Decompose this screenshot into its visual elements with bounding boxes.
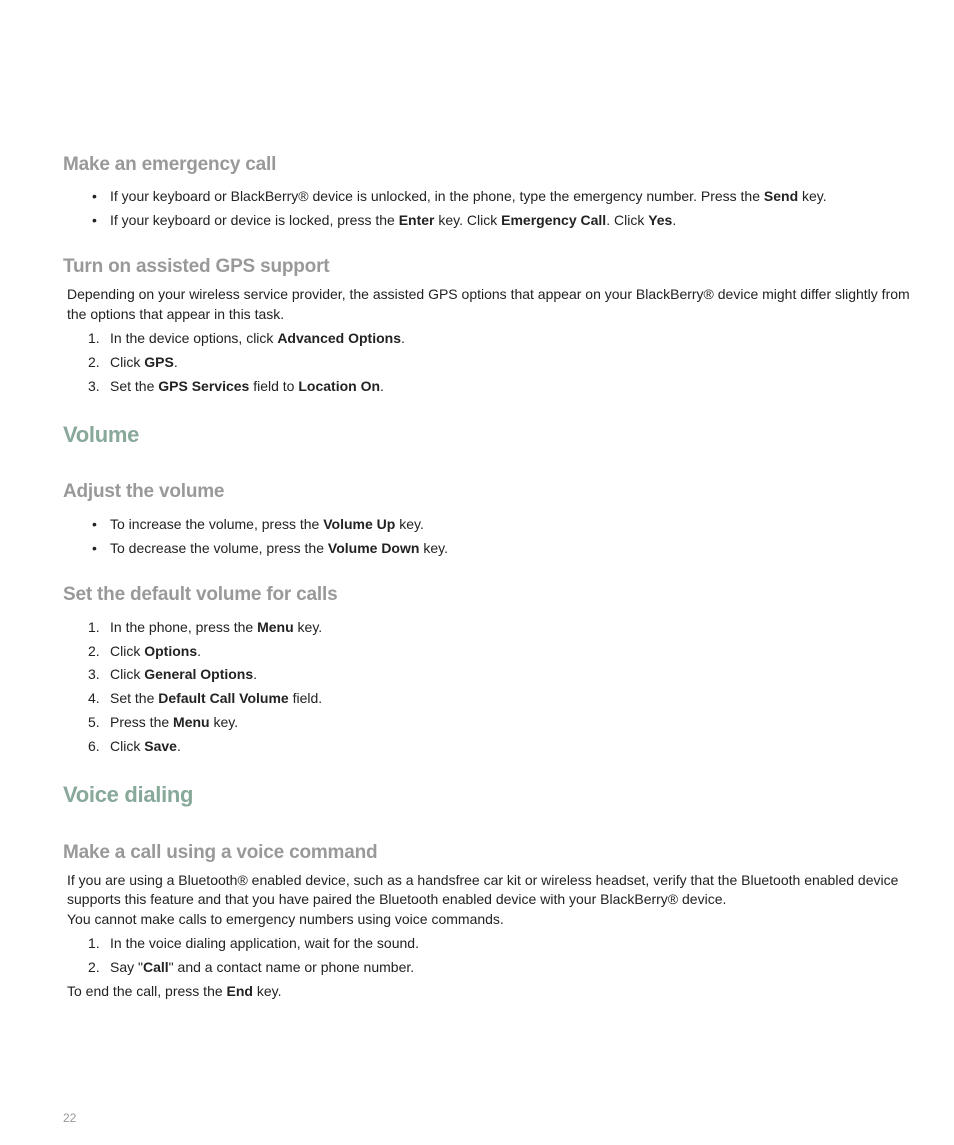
step-number: 1.	[88, 330, 100, 346]
step-number: 2.	[88, 354, 100, 370]
step-number: 2.	[88, 643, 100, 659]
step-number: 1.	[88, 619, 100, 635]
section-title-voice-dialing: Voice dialing	[63, 782, 194, 807]
step-number: 3.	[88, 378, 100, 394]
heading-make-emergency-call: Make an emergency call	[63, 154, 277, 175]
paragraph-line: Depending on your wireless service provider, the assisted GPS options that appear on your BlackBerry® device might differ slightly from	[67, 286, 910, 302]
bullet-marker: •	[92, 516, 97, 532]
step-number: 6.	[88, 738, 100, 754]
list-item: If your keyboard or device is locked, press the Enter key. Click Emergency Call. Click Yes.	[110, 212, 677, 228]
list-item: In the phone, press the Menu key.	[110, 619, 323, 635]
list-item: To increase the volume, press the Volume Up key.	[110, 516, 424, 532]
list-item: If your keyboard or BlackBerry® device is unlocked, in the phone, type the emergency number. Press the Send key.	[110, 188, 827, 204]
list-item: Click GPS.	[110, 354, 178, 370]
bullet-marker: •	[92, 188, 97, 204]
list-item: Click Save.	[110, 738, 181, 754]
heading-assisted-gps: Turn on assisted GPS support	[63, 256, 330, 277]
step-number: 1.	[88, 935, 100, 951]
list-item: Click General Options.	[110, 666, 258, 682]
step-number: 5.	[88, 714, 100, 730]
paragraph-line: You cannot make calls to emergency numbers using voice commands.	[67, 911, 504, 927]
list-item: Press the Menu key.	[110, 714, 239, 730]
paragraph-line: supports this feature and that you have paired the Bluetooth enabled device with your BlackBerry® device.	[67, 891, 727, 907]
list-item: Say "Call" and a contact name or phone number.	[110, 959, 415, 975]
list-item: Click Options.	[110, 643, 202, 659]
heading-default-volume: Set the default volume for calls	[63, 584, 338, 605]
section-title-volume: Volume	[63, 422, 140, 447]
heading-adjust-volume: Adjust the volume	[63, 481, 225, 502]
paragraph-line: If you are using a Bluetooth® enabled device, such as a handsfree car kit or wireless headset, verify that the Bluetooth enabled device	[67, 872, 899, 888]
bullet-marker: •	[92, 540, 97, 556]
heading-voice-command: Make a call using a voice command	[63, 842, 378, 863]
list-item: In the voice dialing application, wait for the sound.	[110, 935, 419, 951]
list-item: In the device options, click Advanced Options.	[110, 330, 405, 346]
page-number: 22	[63, 1111, 77, 1125]
list-item: Set the Default Call Volume field.	[110, 690, 323, 706]
list-item: Set the GPS Services field to Location On.	[110, 378, 384, 394]
bullet-marker: •	[92, 212, 97, 228]
step-number: 4.	[88, 690, 100, 706]
paragraph-line: the options that appear in this task.	[67, 306, 285, 322]
step-number: 2.	[88, 959, 100, 975]
list-item: To decrease the volume, press the Volume Down key.	[110, 540, 448, 556]
step-number: 3.	[88, 666, 100, 682]
paragraph-line: To end the call, press the End key.	[67, 983, 282, 999]
